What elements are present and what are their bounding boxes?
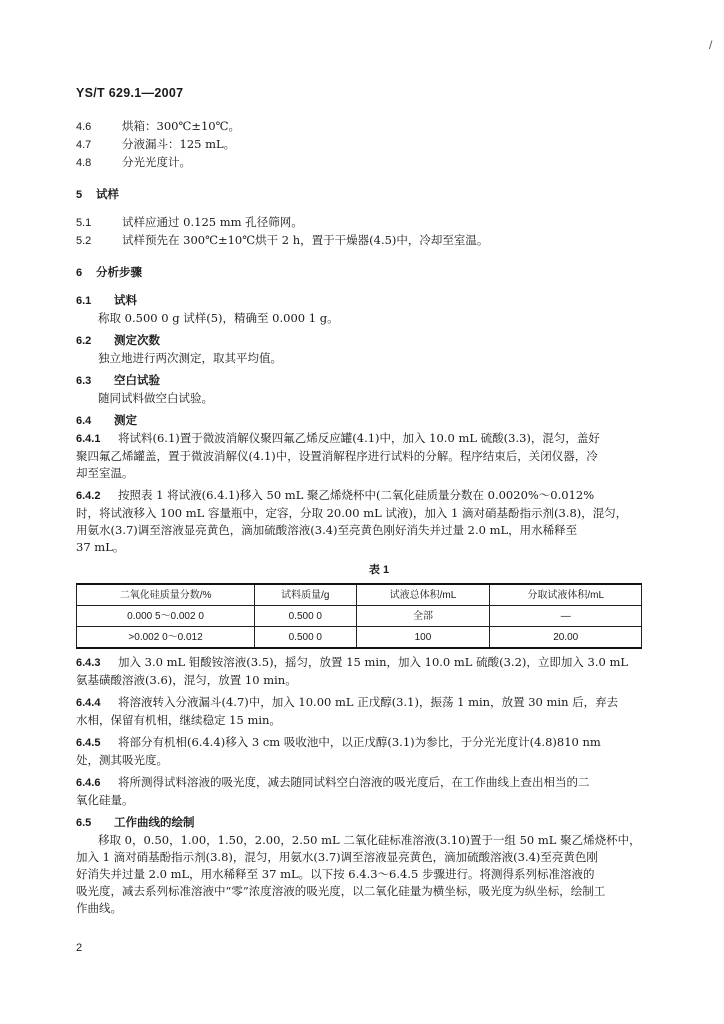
section-6-5-line: 加入 1 滴对硝基酚指示剂(3.8)，混匀，用氨水(3.7)调至溶液显亮黄色，滴加硫酸溶液(3.4)至亮黄色刚 [76, 850, 598, 864]
section-6-5-line: 移取 0，0.50，1.00，1.50，2.00，2.50 mL 二氧化硅标准溶液(3.10)置于一组 50 mL 聚乙烯烧杯中， [98, 833, 641, 847]
section-6-1-heading: 6.1 试料 [76, 293, 137, 307]
margin-mark: / [709, 40, 713, 51]
section-6-4-1-line: 6.4.1 将试料(6.1)置于微波消解仪聚四氟乙烯反应罐(4.1)中，加入 10.0 mL 硫酸(3.3)，混匀，盖好 [76, 431, 600, 445]
document-body [76, 118, 642, 917]
section-6-4-2-line: 时，将试液移入 100 mL 容量瓶中，定容，分取 20.00 mL 试液)，加入 1 滴对硝基酚指示剂(3.8)，混匀， [76, 506, 628, 520]
table-header-row [77, 584, 642, 606]
item-4-7: 4.7 分液漏斗：125 mL。 [76, 137, 236, 151]
section-6-4-2-line: 37 mL。 [76, 540, 125, 554]
section-6-4-5-line: 处，测其吸光度。 [76, 753, 168, 767]
section-6-4-2-line: 6.4.2 按照表 1 将试液(6.4.1)移入 50 mL 聚乙烯烧杯中(二氧化硅质量分数在 0.0020%～0.012% [76, 488, 595, 502]
table-cell: 0.500 0 [255, 627, 356, 649]
section-6-1-text: 称取 0.500 0 g 试样(5)，精确至 0.000 1 g。 [98, 311, 339, 325]
section-6-3-text: 随同试料做空白试验。 [98, 391, 213, 405]
table-cell: — [490, 606, 642, 627]
table-cell: 全部 [356, 606, 490, 627]
section-6-2-text: 独立地进行两次测定，取其平均值。 [98, 351, 282, 365]
table-cell: 0.500 0 [255, 606, 356, 627]
item-4-6: 4.6 烘箱：300℃±10℃。 [76, 119, 240, 133]
section-6-5-line: 作曲线。 [76, 901, 122, 915]
table-1-title: 表 1 [368, 564, 390, 576]
section-5-heading: 5 试样 [76, 187, 119, 201]
section-6-4-2-line: 用氨水(3.7)调至溶液显亮黄色，滴加硫酸溶液(3.4)至亮黄色刚好消失并过量 2.0 mL，用水稀释至 [76, 523, 578, 537]
table-header-cell: 试液总体积/mL [356, 584, 490, 606]
table-header-cell: 二氧化硅质量分数/% [77, 584, 255, 606]
section-6-4-6-line: 6.4.6 将所测得试料溶液的吸光度，减去随同试料空白溶液的吸光度后，在工作曲线上查出相当的二 [76, 775, 590, 789]
section-6-4-4-line: 6.4.4 将溶液转入分液漏斗(4.7)中，加入 10.00 mL 正戊醇(3.1)，振荡 1 min，放置 30 min 后，弃去 [76, 695, 619, 709]
table-header-cell: 分取试液体积/mL [490, 584, 642, 606]
section-6-4-1-line: 聚四氟乙烯罐盖，置于微波消解仪(4.1)中，设置消解程序进行试料的分解。程序结束后，关闭仪器，冷 [76, 449, 598, 463]
section-6-4-3-line: 氨基磺酸溶液(3.6)，混匀，放置 10 min。 [76, 673, 297, 687]
section-6-4-6-line: 氧化硅量。 [76, 793, 134, 807]
table-row [77, 627, 642, 649]
section-6-5-line: 好消失并过量 2.0 mL，用水稀释至 37 mL。以下按 6.4.3～6.4.5 步骤进行。将测得系列标准溶液的 [76, 867, 595, 881]
section-6-4-heading: 6.4 测定 [76, 413, 137, 427]
section-6-4-5-line: 6.4.5 将部分有机相(6.4.4)移入 3 cm 吸收池中，以正戊醇(3.1)为参比，于分光光度计(4.8)810 nm [76, 735, 601, 749]
section-6-4-4-line: 水相，保留有机相，继续稳定 15 min。 [76, 713, 281, 727]
section-6-3-heading: 6.3 空白试验 [76, 373, 160, 387]
page-number: 2 [76, 942, 83, 954]
standard-code-header: YS/T 629.1—2007 [76, 86, 184, 100]
item-5-2: 5.2 试样预先在 300℃±10℃烘干 2 h，置于干燥器(4.5)中，冷却至室温。 [76, 233, 489, 247]
section-6-5-heading: 6.5 工作曲线的绘制 [76, 815, 195, 829]
table-cell: 100 [356, 627, 490, 649]
item-4-8: 4.8 分光光度计。 [76, 155, 191, 169]
section-6-heading: 6 分析步骤 [76, 265, 142, 279]
table-cell: >0.002 0～0.012 [77, 627, 255, 649]
table-row [77, 606, 642, 627]
table-1 [76, 583, 642, 649]
section-6-4-1-line: 却至室温。 [76, 466, 134, 480]
section-6-4-3-line: 6.4.3 加入 3.0 mL 钼酸铵溶液(3.5)，摇匀，放置 15 min，加入 10.0 mL 硫酸(3.2)，立即加入 3.0 mL [76, 655, 629, 669]
item-5-1: 5.1 试样应通过 0.125 mm 孔径筛网。 [76, 215, 303, 229]
table-cell: 20.00 [490, 627, 642, 649]
section-6-5-line: 吸光度，减去系列标准溶液中“零”浓度溶液的吸光度，以二氧化硅量为横坐标，吸光度为纵坐标，绘制工 [76, 884, 606, 898]
table-cell: 0.000 5～0.002 0 [77, 606, 255, 627]
table-header-cell: 试料质量/g [255, 584, 356, 606]
section-6-2-heading: 6.2 测定次数 [76, 333, 160, 347]
